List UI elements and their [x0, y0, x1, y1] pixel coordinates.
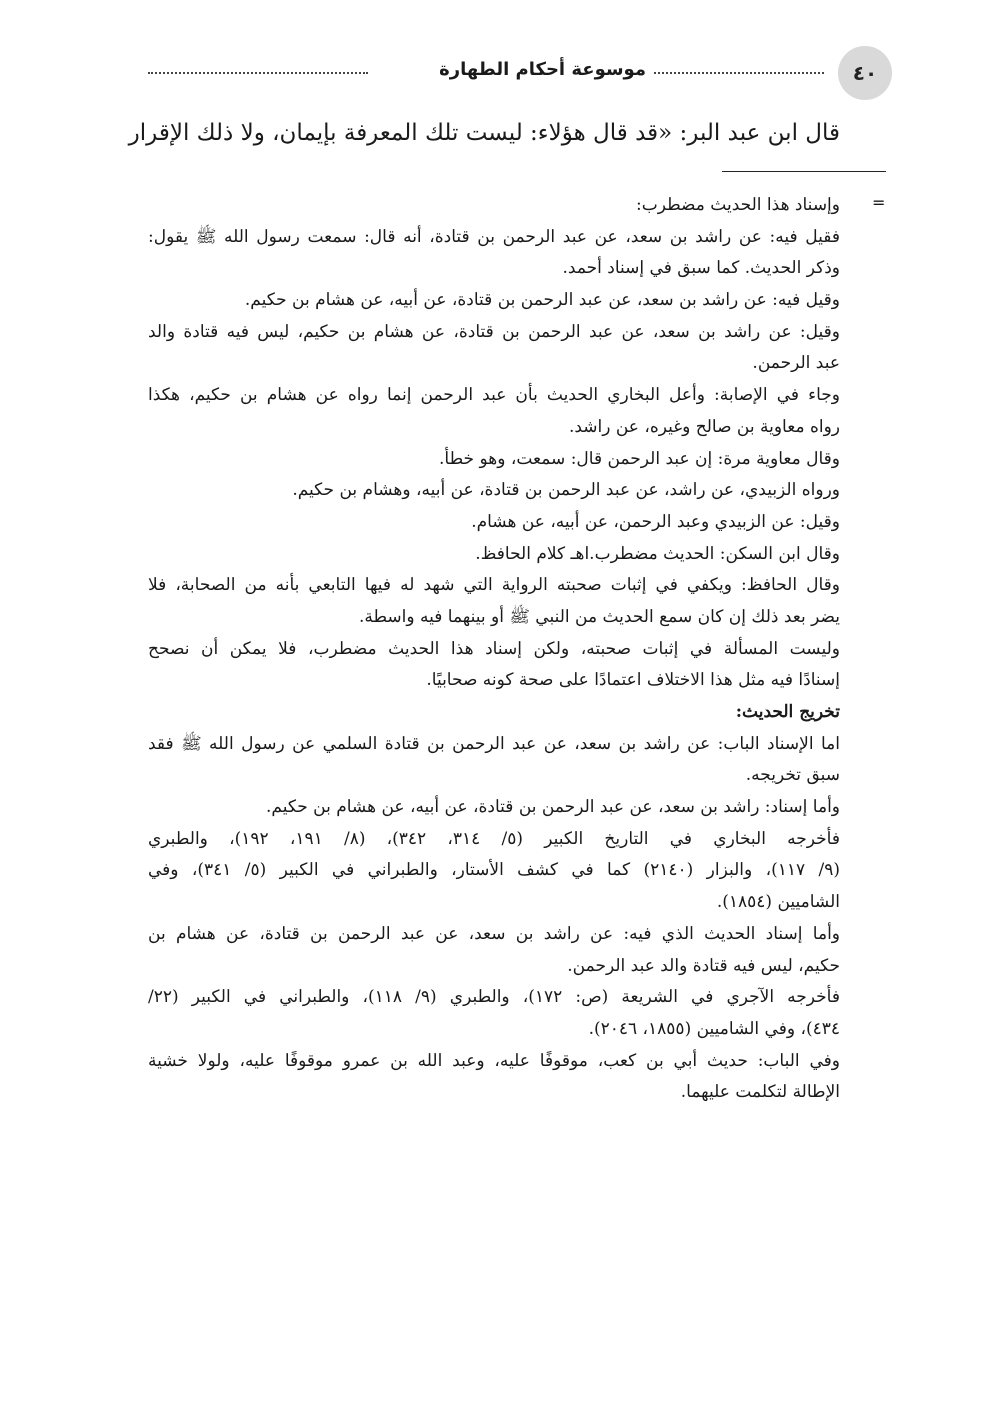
page-header [148, 46, 892, 100]
footnote-line: وقال الحافظ: ويكفي في إثبات صحبته الرواية التي شهد له فيها التابعي بأنه من الصحابة، فلا [148, 575, 840, 596]
footnote-line: وإسناد هذا الحديث مضطرب: [635, 195, 840, 215]
book-title: موسوعة أحكام الطهارة [439, 59, 646, 80]
footnote-line: فأخرجه البخاري في التاريخ الكبير (٥/ ٣١٤، ٣٤٢)، (٨/ ١٩١، ١٩٢)، والطبري [148, 828, 840, 849]
footnote-line: وقال معاوية مرة: إن عبد الرحمن قال: سمعت، وهو خطأ. [439, 448, 840, 469]
footnote-line: ورواه الزبيدي، عن راشد، عن عبد الرحمن بن قتادة، عن أبيه، وهشام بن حكيم. [292, 480, 840, 501]
footnote-line: وأما إسناد الحديث الذي فيه: عن راشد بن سعد، عن عبد الرحمن بن قتادة، عن هشام بن [148, 923, 840, 944]
footnote-line: ٤٣٤)، وفي الشاميين (١٨٥٥، ٢٠٤٦). [588, 1018, 840, 1039]
footnote-line: حكيم، ليس فيه قتادة والد عبد الرحمن. [567, 955, 840, 976]
page-number: ٤٠ [838, 46, 892, 100]
footnote-line: فقيل فيه: عن راشد بن سعد، عن عبد الرحمن بن قتادة، أنه قال: سمعت رسول الله ﷺ يقول: [148, 226, 840, 247]
footnote-line: وفي الباب: حديث أبي بن كعب، موقوفًا عليه، وعبد الله بن عمرو موقوفًا عليه، ولولا خشية [148, 1050, 840, 1071]
footnote-line: وأما إسناد: راشد بن سعد، عن عبد الرحمن بن قتادة، عن أبيه، عن هشام بن حكيم. [266, 797, 840, 818]
footnote-line: (٩/ ١١٧)، والبزار (٢١٤٠) كما في كشف الأستار، والطبراني في الكبير (٥/ ٣٤١)، وفي [148, 860, 840, 881]
footnote-continuation-mark: = [872, 193, 886, 212]
footnote-line: الإطالة لتكلمت عليهما. [680, 1082, 840, 1103]
footnote-separator [722, 171, 886, 172]
footnote-line: وليست المسألة في إثبات صحبته، ولكن إسناد هذا الحديث مضطرب، فلا يمكن أن نصحح [148, 638, 840, 659]
footnote-line: وقيل فيه: عن راشد بن سعد، عن عبد الرحمن بن قتادة، عن أبيه، عن هشام بن حكيم. [244, 290, 840, 311]
header-dotted-leader-right [654, 72, 824, 74]
footnote-line: وقال ابن السكن: الحديث مضطرب.اهـ كلام الحافظ. [475, 543, 840, 564]
header-dotted-leader-left [148, 72, 368, 74]
footnote-line: وقيل: عن الزبيدي وعبد الرحمن، عن أبيه، عن هشام. [471, 511, 840, 532]
footnote-line: وقيل: عن راشد بن سعد، عن عبد الرحمن بن قتادة، عن هشام بن حكيم، ليس فيه قتادة والد [148, 321, 840, 342]
main-text-line: قال ابن عبد البر: «قد قال هؤلاء: ليست تلك المعرفة بإيمان، ولا ذلك الإقرار [128, 120, 840, 146]
footnote-line: الشاميين (١٨٥٤). [716, 892, 840, 913]
footnote-line: وجاء في الإصابة: وأعل البخاري الحديث بأن عبد الرحمن إنما رواه عن هشام بن حكيم، هكذا [148, 385, 840, 406]
footnotes [148, 190, 840, 1109]
footnote-line: رواه معاوية بن صالح وغيره، عن راشد. [568, 416, 840, 437]
footnote-line: اما الإسناد الباب: عن راشد بن سعد، عن عبد الرحمن بن قتادة السلمي عن رسول الله ﷺ فقد [148, 733, 840, 754]
footnote-line: عبد الرحمن. [752, 353, 840, 374]
footnote-line: سبق تخريجه. [745, 765, 840, 786]
footnote-line: يضر بعد ذلك إن كان سمع الحديث من النبي ﷺ أو بينهما فيه واسطة. [358, 606, 840, 627]
section-heading: تخريج الحديث: [735, 702, 840, 722]
footnote-line: فأخرجه الآجري في الشريعة (ص: ١٧٢)، والطبري (٩/ ١١٨)، والطبراني في الكبير (٢٢/ [148, 987, 840, 1008]
footnote-line: إسنادًا فيه مثل هذا الاختلاف اعتمادًا على صحة كونه صحابيًا. [426, 670, 840, 691]
footnote-line: وذكر الحديث. كما سبق في إسناد أحمد. [562, 258, 840, 279]
